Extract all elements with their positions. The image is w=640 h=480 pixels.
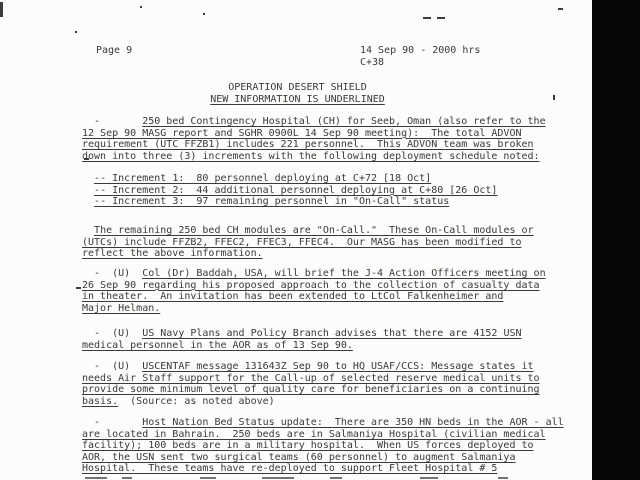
text-line bbox=[82, 151, 546, 163]
text-line bbox=[82, 452, 564, 464]
scan-artifact bbox=[75, 31, 77, 33]
underlined-text-segment: The remaining 250 bed CH modules are "On-Call." These On-Call modules or bbox=[94, 225, 534, 236]
header-c-day: C+38 bbox=[360, 56, 385, 68]
underlined-text-segment: 12 Sep 90 MASG report and SGHR 0900L 14 Sep 90 meeting): The total ADVON bbox=[82, 127, 522, 139]
text-line bbox=[82, 463, 564, 475]
scanner-black-edge bbox=[592, 0, 640, 480]
text-line bbox=[82, 328, 522, 340]
underlined-text-segment: -- Increment 2: 44 additional personnel deploying at C+80 [26 Oct] bbox=[94, 184, 498, 196]
header-datetime: 14 Sep 90 - 2000 hrs bbox=[360, 45, 481, 56]
document-title-block bbox=[0, 82, 595, 105]
text-line bbox=[82, 173, 497, 185]
scan-artifact bbox=[423, 17, 431, 19]
underlined-text-segment: reflect the above information. bbox=[82, 248, 263, 260]
scan-artifact bbox=[0, 2, 3, 17]
cutoff-line-fragment bbox=[420, 477, 438, 479]
underlined-text-segment: AOR, the USN sent two surgical teams (60 personnel) to augment Salmaniya bbox=[82, 451, 516, 463]
underlined-text-segment: basis. bbox=[82, 395, 119, 407]
scan-artifact bbox=[203, 13, 205, 15]
cutoff-line-fragment bbox=[262, 477, 294, 479]
text-line bbox=[82, 303, 546, 315]
paragraph-contingency-hospital bbox=[82, 116, 546, 162]
cutoff-line-fragment bbox=[122, 477, 132, 479]
text-line bbox=[82, 340, 522, 352]
plain-text-segment: - bbox=[82, 417, 143, 428]
page-number-label: Page 9 bbox=[96, 45, 133, 56]
paragraph-host-nation-beds bbox=[82, 417, 564, 475]
text-line bbox=[82, 280, 546, 292]
underlined-text-segment: Hospital. These teams have re-deployed to support Fleet Hospital # 5 bbox=[82, 463, 498, 475]
text-line bbox=[82, 384, 540, 396]
plain-text-segment bbox=[82, 225, 94, 236]
plain-text-segment bbox=[82, 173, 94, 184]
header-date-block bbox=[360, 45, 480, 68]
paragraph-uscentaf-message bbox=[82, 361, 540, 407]
cutoff-line-fragment bbox=[498, 477, 508, 479]
plain-text-segment: - (U) bbox=[82, 268, 143, 279]
underlined-text-segment: Major Helman. bbox=[82, 302, 161, 314]
underlined-text-segment: facility); 100 beds are in a military hospital. When US forces deployed to bbox=[82, 440, 534, 452]
paragraph-on-call-modules bbox=[82, 225, 534, 260]
underlined-text-segment: -- Increment 1: 80 personnel deploying at C+72 [18 Oct] bbox=[94, 173, 432, 184]
underlined-text-segment: 26 Sep 90 regarding his proposed approach to the collection of casualty data bbox=[82, 279, 540, 291]
plain-text-segment: - (U) bbox=[82, 361, 143, 372]
cutoff-line-fragment bbox=[200, 477, 216, 479]
underlined-text-segment: needs Air Staff support for the Call-up of selected reserve medical units to bbox=[82, 372, 540, 384]
underlined-text-segment: Col (Dr) Baddah, USA, will brief the J-4 Action Officers meeting on bbox=[142, 268, 546, 279]
underlined-text-segment: -- Increment 3: 97 remaining personnel in "On-Call" status bbox=[94, 196, 450, 208]
document-subtitle: NEW INFORMATION IS UNDERLINED bbox=[210, 93, 385, 105]
text-line bbox=[82, 248, 534, 260]
scan-artifact bbox=[76, 287, 81, 289]
text-line bbox=[82, 429, 564, 441]
underlined-text-segment: Host Nation Bed Status update: There are 350 HN beds in the AOR - all bbox=[142, 417, 564, 428]
text-line bbox=[82, 440, 564, 452]
plain-text-segment: - bbox=[82, 116, 143, 127]
text-line bbox=[82, 237, 534, 249]
cutoff-line-fragment bbox=[330, 477, 342, 479]
underlined-text-segment: down into three (3) increments with the following deployment schedule noted: bbox=[82, 150, 540, 162]
underlined-text-segment: medical personnel in the AOR as of 13 Sep 90. bbox=[82, 339, 353, 351]
scan-artifact bbox=[558, 8, 563, 10]
scan-artifact bbox=[140, 6, 142, 8]
plain-text-segment: (Source: as noted above) bbox=[118, 395, 275, 407]
text-line bbox=[82, 291, 546, 303]
plain-text-segment: - (U) bbox=[82, 328, 143, 339]
document-title: OPERATION DESERT SHIELD bbox=[228, 82, 367, 93]
underlined-text-segment: are located in Bahrain. 250 beds are in Salmaniya Hospital (civilian medical bbox=[82, 428, 546, 440]
text-line bbox=[82, 361, 540, 373]
text-line bbox=[82, 185, 497, 197]
cutoff-line-fragment bbox=[85, 477, 107, 479]
list-increments bbox=[82, 173, 497, 208]
underlined-text-segment: (UTCs) include FFZB2, FFEC2, FFEC3, FFEC4. Our MASG has been modified to bbox=[82, 236, 522, 248]
text-line bbox=[82, 373, 540, 385]
text-line bbox=[82, 417, 564, 429]
text-line bbox=[82, 196, 497, 208]
underlined-text-segment: USCENTAF message 131643Z Sep 90 to HQ USAF/CCS: Message states it bbox=[142, 361, 534, 372]
text-line bbox=[82, 225, 534, 237]
underlined-text-segment: US Navy Plans and Policy Branch advises that there are 4152 USN bbox=[142, 328, 522, 339]
text-line bbox=[82, 139, 546, 151]
text-line bbox=[82, 116, 546, 128]
underlined-text-segment: requirement (UTC FFZB1) includes 221 personnel. This ADVON team was broken bbox=[82, 139, 534, 151]
plain-text-segment bbox=[82, 196, 94, 207]
scan-artifact bbox=[437, 17, 445, 19]
underlined-text-segment: in theater. An invitation has been extended to LtCol Falkenheimer and bbox=[82, 291, 504, 303]
paragraph-navy-personnel bbox=[82, 328, 522, 351]
plain-text-segment bbox=[82, 185, 94, 196]
paragraph-col-baddah-briefing bbox=[82, 268, 546, 314]
text-line bbox=[82, 268, 546, 280]
underlined-text-segment: 250 bed Contingency Hospital (CH) for Seeb, Oman (also refer to the bbox=[142, 116, 546, 127]
underlined-text-segment: provide some minimum level of quality care for beneficiaries on a continuing bbox=[82, 384, 540, 396]
text-line bbox=[82, 128, 546, 140]
text-line bbox=[82, 396, 540, 408]
